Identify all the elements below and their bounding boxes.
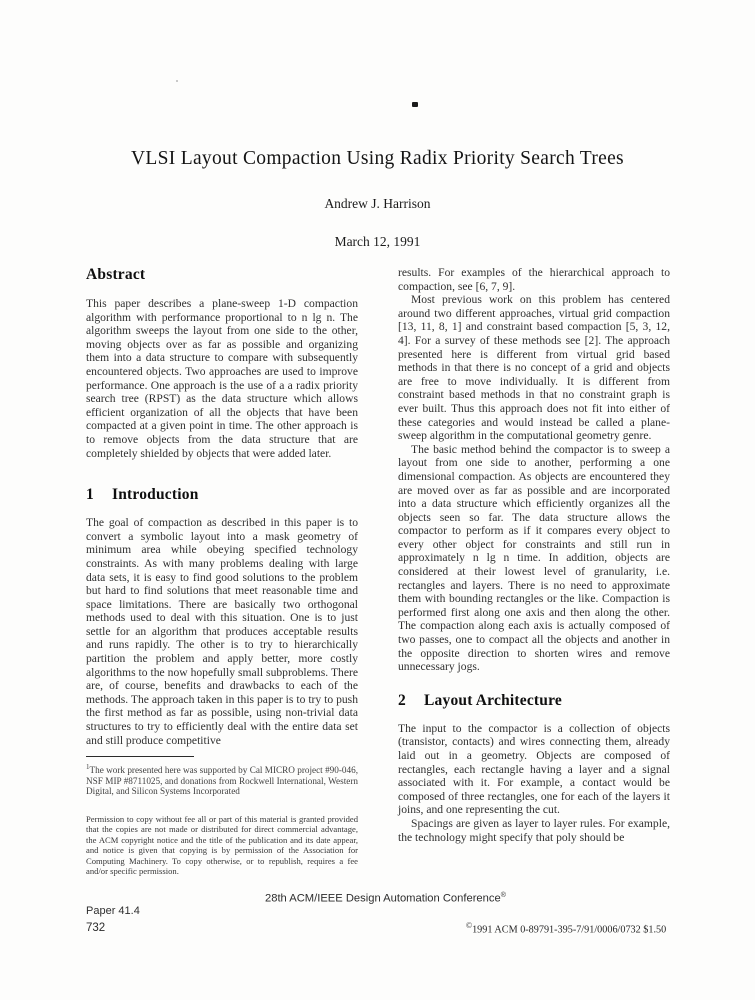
author-name: Andrew J. Harrison xyxy=(324,196,431,211)
section-1-heading xyxy=(86,486,358,504)
abstract-heading: Abstract xyxy=(86,266,146,283)
copyright-line xyxy=(466,921,666,935)
paper-identifier: Paper 41.4 xyxy=(86,905,140,917)
paper-header xyxy=(0,148,755,250)
paragraph-basic-method: The basic method behind the compactor is to sweep a layout from one side to another, performing a one dimensional compaction. As objects are encountered they are moved over as far as possible and are incorporated into a data structure which efficiently organizes all the objects seen so far. The data structure allows the compactor to perform as if it compares every object to every other object for constraints and still run in approximately n lg n time. In addition, objects are considered at their lowest level of granularity, i.e. rectangles and layers. There is no need to approximate them with bounding rectangles or the like. Compaction is performed first along one axis and then along the other. The compaction along each axis is actually composed of two passes, one to compact all the objects and another in the opposite direction to shorten wires and remove unnecessary jogs. xyxy=(398,442,670,674)
section-2-paragraph-2: Spacings are given as layer to layer rules. For example, the technology might specify that poly should be xyxy=(398,816,670,844)
section-1-title: Introduction xyxy=(112,486,199,504)
section-1-text: The goal of compaction as described in this paper is to convert a symbolic layout into a mask geometry of minimum area while obeying specified technology constraints. As with many problems dealing with large data sets, it is easy to find good solutions to the problem but hard to find solutions that meet reasonable time and space limitations. There are basically two orthogonal methods used to deal with this situation. One is to just settle for an algorithm that produces acceptable results and runs rapidly. The other is to try to hierarchically partition the problem and apply better, more costly algorithms to the now hopefully small subproblems. There are, of course, benefits and drawbacks to each of the methods. The approach taken in this paper is to try to push the first method as far as possible, using non-trivial data structures to try to efficiently deal with the entire data set and still produce competitive xyxy=(86,516,358,747)
copyright-mark-icon: © xyxy=(466,921,473,930)
section-2-title: Layout Architecture xyxy=(424,691,562,709)
section-spacer xyxy=(86,460,358,486)
footnote-text xyxy=(86,762,358,797)
scan-artifact-speck xyxy=(176,80,178,82)
section-1-number: 1 xyxy=(86,486,94,504)
left-column xyxy=(86,266,358,877)
footnote-marker: 1 xyxy=(86,763,90,772)
conference-label: 28th ACM/IEEE Design Automation Conference xyxy=(265,892,501,905)
copyright-text: 1991 ACM 0-89791-395-7/91/0006/0732 $1.50 xyxy=(472,924,667,936)
paragraph-continued: results. For examples of the hierarchical approach to compaction, see [6, 7, 9]. xyxy=(398,266,670,293)
scan-artifact-dot xyxy=(412,102,418,107)
section-spacer-2 xyxy=(398,674,670,692)
registered-mark-icon: ® xyxy=(500,892,506,899)
section-2-heading xyxy=(398,692,670,710)
footnote-body: The work presented here was supported by Cal MICRO project #90-046, NSF MIP #8711025, and donations from Rockwell International, Western Digital, and Silicon Systems Incorporated xyxy=(86,765,358,797)
page-number: 732 xyxy=(86,922,106,934)
section-2-number: 2 xyxy=(398,691,406,709)
abstract-text: This paper describes a plane-sweep 1-D compaction algorithm with performance proportional to n lg n. The algorithm sweeps the layout from one side to the other, moving objects over as far as possible and organizing them into a data structure to compare with subsequently encountered objects. Two approaches are used to improve performance. One approach is the use of a a radix priority search tree (RPST) as the data structure which allows efficient organization of all the objects that have been compacted at a given point in time. The other approach is to remove objects from the data structure that are completely shielded by objects that were added later. xyxy=(86,297,358,460)
page-title: VLSI Layout Compaction Using Radix Priority Search Trees xyxy=(131,148,624,169)
two-column-body xyxy=(86,266,670,877)
conference-name xyxy=(265,892,506,905)
publication-date: March 12, 1991 xyxy=(334,234,421,249)
right-column xyxy=(398,266,670,844)
paragraph-previous-work: Most previous work on this problem has centered around two different approaches, virtual grid compaction [13, 11, 8, 1] and constraint based compaction [5, 3, 12, 4]. For a survey of these methods see [2]. The approach presented here is different from virtual grid based methods in that there is no concept of a grid and objects are free to move individually. It is different from constraint based methods in that no constraint graph is ever built. Thus this approach does not fit into either of these categories and would instead be called a plane-sweep algorithm in the computational geometry genre. xyxy=(398,293,670,443)
footnote-divider xyxy=(86,756,194,757)
section-2-paragraph-1: The input to the compactor is a collection of objects (transistor, contacts) and wires connecting them, already laid out in a geometry. Objects are composed of rectangles, each rectangle having a layer and a signal associated with it. For example, a contact would be composed of three rectangles, one for each of the layers it joins, and one representing the cut. xyxy=(398,721,670,817)
copyright-permission-text: Permission to copy without fee all or part of this material is granted provided that the copies are not made or distributed for direct commercial advantage, the ACM copyright notice and the title of the publication and its date appear, and notice is given that copying is by permission of the Association for Computing Machinery. To copy otherwise, or to republish, requires a fee and/or specific permission. xyxy=(86,814,358,877)
